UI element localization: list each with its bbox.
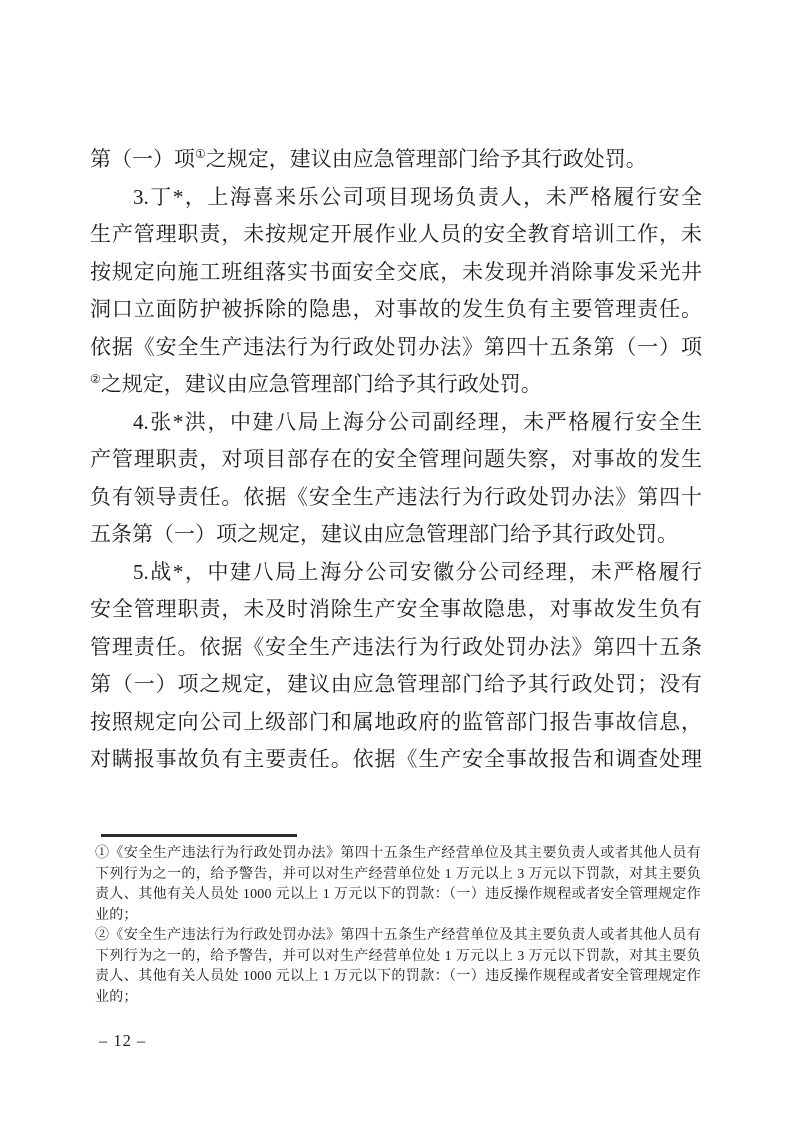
body-text: 第（一）项 <box>90 147 195 171</box>
body-text: 之规定，建议由应急管理部门给予其行政处罚。 <box>205 147 647 171</box>
body-line <box>90 366 702 404</box>
page-number: – 12 – <box>99 1031 147 1050</box>
body-line <box>90 404 702 442</box>
body-line <box>90 479 702 517</box>
body-line <box>90 554 702 592</box>
footnote-line: 责人、其他有关人员处 1000 元以上 1 万元以下的罚款：（一）违反操作规程或者安全管理规定作 <box>95 887 701 902</box>
footnote-separator-rule <box>101 834 297 837</box>
body-line <box>90 704 702 742</box>
footnote-line: 业的； <box>95 907 138 923</box>
footnote-line: ①《安全生产违法行为行政处罚办法》第四十五条生产经营单位及其主要负责人或者其他人员有 <box>95 846 701 861</box>
body-line <box>90 666 702 704</box>
body-line <box>90 141 702 179</box>
body-text: 负有领导责任。依据《安全生产违法行为行政处罚办法》第四十 <box>90 484 702 509</box>
body-text: 3.丁*，上海喜来乐公司项目现场负责人，未严格履行安全 <box>133 184 702 209</box>
body-text: 五条第（一）项之规定，建议由应急管理部门给予其行政处罚。 <box>90 522 678 546</box>
footnote-line: ②《安全生产违法行为行政处罚办法》第四十五条生产经营单位及其主要负责人或者其他人员有 <box>95 928 701 943</box>
body-line <box>90 629 702 667</box>
body-text: 4.张*洪，中建八局上海分公司副经理，未严格履行安全生 <box>133 409 702 434</box>
body-line <box>90 254 702 292</box>
body-text: 产管理职责，对项目部存在的安全管理问题失察，对事故的发生 <box>90 447 702 471</box>
body-text: 之规定，建议由应急管理部门给予其行政处罚。 <box>100 372 542 396</box>
body-text: 按照规定向公司上级部门和属地政府的监管部门报告事故信息， <box>90 709 702 734</box>
body-line <box>90 591 702 629</box>
body-line <box>90 179 702 217</box>
body-text: 生产管理职责，未按规定开展作业人员的安全教育培训工作，未 <box>90 222 702 246</box>
body-text: 洞口立面防护被拆除的隐患，对事故的发生负有主要管理责任。 <box>90 297 702 321</box>
body-line <box>90 516 702 554</box>
document-body <box>90 141 702 779</box>
body-line <box>90 741 702 779</box>
footnote-marker: ② <box>90 372 101 386</box>
body-text: 5.战*，中建八局上海分公司安徽分公司经理，未严格履行 <box>133 559 702 584</box>
footnote-line: 责人、其他有关人员处 1000 元以上 1 万元以下的罚款：（一）违反操作规程或者安全管理规定作 <box>95 969 701 984</box>
body-text: 管理责任。依据《安全生产违法行为行政处罚办法》第四十五条 <box>90 634 702 659</box>
body-text: 第（一）项之规定，建议由应急管理部门给予其行政处罚；没有 <box>90 672 702 696</box>
footnotes-section <box>95 844 701 1008</box>
body-text: 对瞒报事故负有主要责任。依据《生产安全事故报告和调查处理 <box>90 747 702 771</box>
body-line <box>90 441 702 479</box>
footnote-line: 业的； <box>95 989 138 1005</box>
footnote-line: 下列行为之一的，给予警告，并可以对生产经营单位处 1 万元以上 3 万元以下罚款，对其主要负 <box>95 866 701 882</box>
footnote-line: 下列行为之一的，给予警告，并可以对生产经营单位处 1 万元以上 3 万元以下罚款，对其主要负 <box>95 948 701 964</box>
body-text: 按规定向施工班组落实书面安全交底，未发现并消除事发采光井 <box>90 259 702 284</box>
body-line <box>90 216 702 254</box>
body-text: 依据《安全生产违法行为行政处罚办法》第四十五条第（一）项 <box>90 334 702 359</box>
footnote-marker: ① <box>195 147 206 161</box>
body-line <box>90 329 702 367</box>
body-text: 安全管理职责，未及时消除生产安全事故隐患，对事故发生负有 <box>90 597 702 621</box>
body-line <box>90 291 702 329</box>
